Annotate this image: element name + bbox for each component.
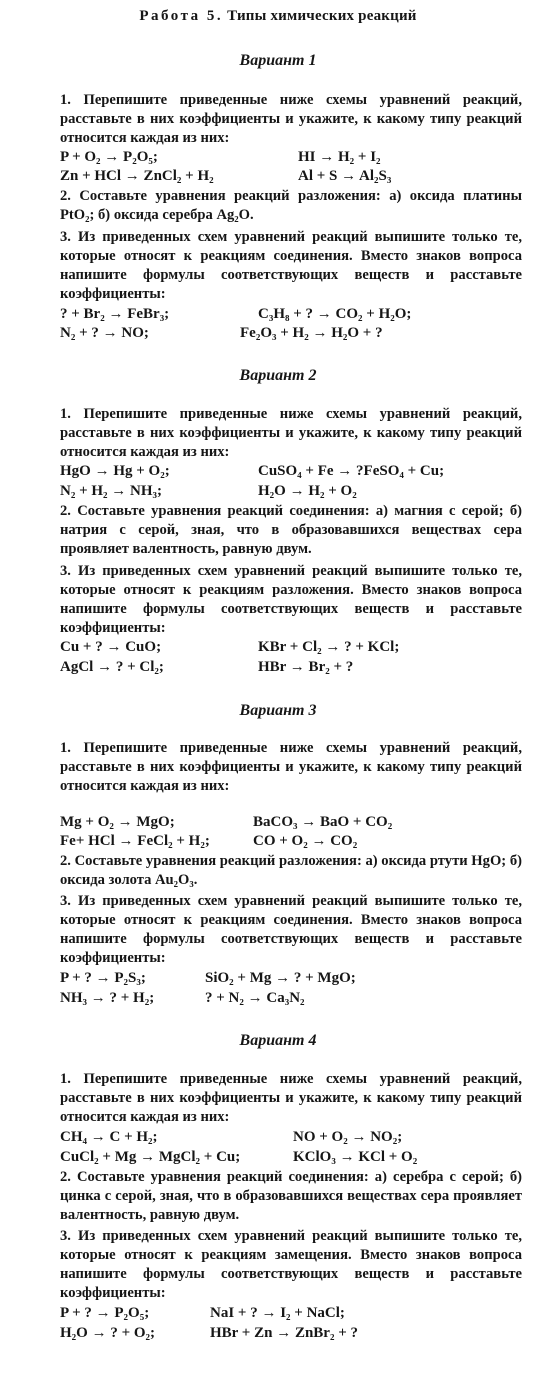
- variant-3-eq-7: NH₃ → ? + H₂;: [60, 990, 155, 1006]
- variant-2-eq-6: KBr + Cl₂ → ? + KCl;: [258, 639, 400, 655]
- variant-4-eq-7: H₂O → ? + O₂;: [60, 1325, 156, 1341]
- variant-3-eq-1: Mg + O₂ → MgO;: [60, 814, 175, 830]
- variant-1-eq-2: HI → H₂ + I₂: [298, 149, 381, 165]
- variant-4-task-2: 2. Составьте уравнения реакций соединения: а) серебра с серой; б) цинка с серой, зная, что в образовавшихся веществах сера проявляет валентность, равную двум.: [60, 1169, 522, 1223]
- variant-3-eq-2: BaCO₃ → BaO + CO₂: [253, 814, 393, 830]
- variant-4-eq-3: CuCl₂ + Mg → MgCl₂ + Cu;: [60, 1149, 241, 1165]
- variant-2-eq-2: CuSO₄ + Fe → ?FeSO₄ + Cu;: [258, 463, 445, 479]
- variant-4-task-3: 3. Из приведенных схем уравнений реакций выпишите только те, которые относят к реакциям замещения. Вместо знаков вопроса напишите формулы соответствующих веществ и расставьте коэффициенты:: [60, 1228, 522, 1301]
- variant-3-task-3: 3. Из приведенных схем уравнений реакций выпишите только те, которые относят к реакциям соединения. Вместо знаков вопроса напишите формулы соответствующих веществ и расставьте коэффициенты:: [60, 893, 522, 966]
- variant-1-eq-5: ? + Br₂ → FeBr₃;: [60, 306, 170, 322]
- variant-2-heading: Вариант 2: [239, 367, 317, 384]
- variant-3-task-1: 1. Перепишите приведенные ниже схемы уравнений реакций, расставьте в них коэффициенты и укажите, к какому типу реакций относится каждая из них:: [60, 740, 522, 794]
- variant-2-eq-1: HgO → Hg + O₂;: [60, 463, 170, 479]
- variant-1-heading: Вариант 1: [239, 52, 317, 69]
- variant-3-eq-3: Fe+ HCl → FeCl₂ + H₂;: [60, 833, 210, 849]
- variant-4-eq-8: HBr + Zn → ZnBr₂ + ?: [210, 1325, 359, 1341]
- variant-1-eq-7: N₂ + ? → NO;: [60, 325, 149, 341]
- variant-2-eq-3: N₂ + H₂ → NH₃;: [60, 483, 163, 499]
- variant-4-eq-2: NO + O₂ → NO₂;: [293, 1129, 403, 1145]
- variant-3-heading: Вариант 3: [239, 702, 317, 719]
- variant-1-eq-3: Zn + HCl → ZnCl₂ + H₂: [60, 168, 214, 184]
- variant-4-heading: Вариант 4: [239, 1032, 317, 1049]
- page-title: [0, 8, 556, 25]
- variant-4-eq-4: KClO₃ → KCl + O₂: [293, 1149, 418, 1165]
- variant-1-task-3: 3. Из приведенных схем уравнений реакций выпишите только те, которые относят к реакциям соединения. Вместо знаков вопроса напишите формулы соответствующих веществ и расставьте коэффициенты:: [60, 229, 522, 302]
- variant-2-task-3: 3. Из приведенных схем уравнений реакций выпишите только те, которые относят к реакциям разложения. Вместо знаков вопроса напишите формулы соответствующих веществ и расставьте коэффициенты:: [60, 563, 522, 636]
- variant-1-eq-1: P + O₂ → P₂O₅;: [60, 149, 158, 165]
- variant-1-task-2: 2. Составьте уравнения реакций разложения: а) оксида платины PtO₂; б) оксида серебра Ag₂O.: [60, 188, 522, 223]
- variant-2-task-2: 2. Составьте уравнения реакций соединения: а) магния с серой; б) натрия с серой, зная, что в образовавшихся веществах сера проявляет валентность, равную двум.: [60, 503, 522, 557]
- variant-2-eq-5: Cu + ? → CuO;: [60, 639, 162, 655]
- variant-1-eq-4: Al + S → Al₂S₃: [298, 168, 392, 184]
- variant-2-eq-4: H₂O → H₂ + O₂: [258, 483, 357, 499]
- title-prefix: Работа 5.: [139, 8, 224, 24]
- variant-4-eq-6: NaI + ? → I₂ + NaCl;: [210, 1305, 345, 1321]
- variant-1-eq-8: Fe₂O₃ + H₂ → H₂O + ?: [240, 325, 383, 341]
- variant-3-eq-5: P + ? → P₂S₃;: [60, 970, 146, 986]
- variant-4-task-1: 1. Перепишите приведенные ниже схемы уравнений реакций, расставьте в них коэффициенты и укажите, к какому типу реакций относится каждая из них:: [60, 1071, 522, 1125]
- variant-4-eq-1: CH₄ → C + H₂;: [60, 1129, 158, 1145]
- variant-3-task-2: 2. Составьте уравнения реакций разложения: а) оксида ртути HgO; б) оксида золота Au₂O₃.: [60, 853, 522, 888]
- variant-2-task-1: 1. Перепишите приведенные ниже схемы уравнений реакций, расставьте в них коэффициенты и укажите, к какому типу реакций относится каждая из них:: [60, 406, 522, 460]
- variant-3-eq-4: CO + O₂ → CO₂: [253, 833, 358, 849]
- variant-2-eq-8: HBr → Br₂ + ?: [258, 659, 354, 675]
- variant-1-task-1: 1. Перепишите приведенные ниже схемы уравнений реакций, расставьте в них коэффициенты и укажите, к какому типу реакций относится каждая из них:: [60, 92, 522, 146]
- variant-3-eq-8: ? + N₂ → Ca₃N₂: [205, 990, 305, 1006]
- variant-1-eq-6: C₃H₈ + ? → CO₂ + H₂O;: [258, 306, 412, 322]
- variant-2-eq-7: AgCl → ? + Cl₂;: [60, 659, 164, 675]
- variant-4-eq-5: P + ? → P₂O₅;: [60, 1305, 150, 1321]
- title-text: Типы химических реакций: [227, 8, 417, 24]
- variant-3-eq-6: SiO₂ + Mg → ? + MgO;: [205, 970, 356, 986]
